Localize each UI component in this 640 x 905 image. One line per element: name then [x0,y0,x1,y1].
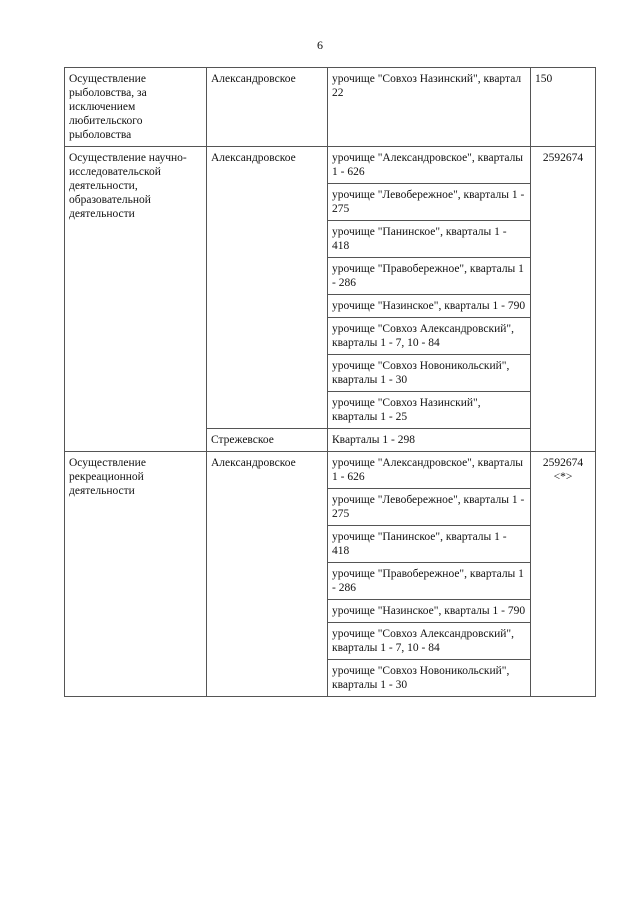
tract-cell: Кварталы 1 - 298 [328,429,531,452]
activity-cell: Осуществление рекреационной деятельности [65,452,207,697]
table-row [65,452,596,489]
table-row [65,147,596,184]
forestry-cell: Александровское [207,452,328,697]
forest-use-table [64,67,596,697]
forestry-cell: Стрежевское [207,429,328,452]
activity-cell: Осуществление рыболовства, за исключением любительского рыболовства [65,68,207,147]
area-footnote-mark: <*> [553,471,573,483]
forestry-cell: Александровское [207,147,328,429]
tract-cell: урочище "Совхоз Александровский", кварталы 1 - 7, 10 - 84 [328,623,531,660]
area-value: 2592674 [542,152,584,164]
area-cell [531,147,596,452]
tract-cell: урочище "Александровское", кварталы 1 - 626 [328,452,531,489]
tract-cell: урочище "Панинское", кварталы 1 - 418 [328,526,531,563]
tract-cell: урочище "Совхоз Назинский", кварталы 1 - 25 [328,392,531,429]
tract-cell: урочище "Панинское", кварталы 1 - 418 [328,221,531,258]
tract-cell: урочище "Совхоз Новоникольский", кварталы 1 - 30 [328,660,531,697]
forestry-cell: Александровское [207,68,328,147]
tract-cell: урочище "Правобережное", кварталы 1 - 286 [328,258,531,295]
page-number: 6 [317,38,323,52]
area-cell [531,452,596,697]
area-value: 150 [535,73,553,85]
tract-cell: урочище "Совхоз Назинский", квартал 22 [328,68,531,147]
area-cell [531,68,596,147]
tract-cell: урочище "Левобережное", кварталы 1 - 275 [328,184,531,221]
tract-cell: урочище "Левобережное", кварталы 1 - 275 [328,489,531,526]
area-value: 2592674 [542,457,584,469]
table-row [65,68,596,147]
activity-cell: Осуществление научно-исследовательской деятельности, образовательной деятельности [65,147,207,452]
tract-cell: урочище "Совхоз Александровский", кварталы 1 - 7, 10 - 84 [328,318,531,355]
tract-cell: урочище "Александровское", кварталы 1 - 626 [328,147,531,184]
tract-cell: урочище "Совхоз Новоникольский", кварталы 1 - 30 [328,355,531,392]
tract-cell: урочище "Назинское", кварталы 1 - 790 [328,295,531,318]
tract-cell: урочище "Правобережное", кварталы 1 - 286 [328,563,531,600]
tract-cell: урочище "Назинское", кварталы 1 - 790 [328,600,531,623]
